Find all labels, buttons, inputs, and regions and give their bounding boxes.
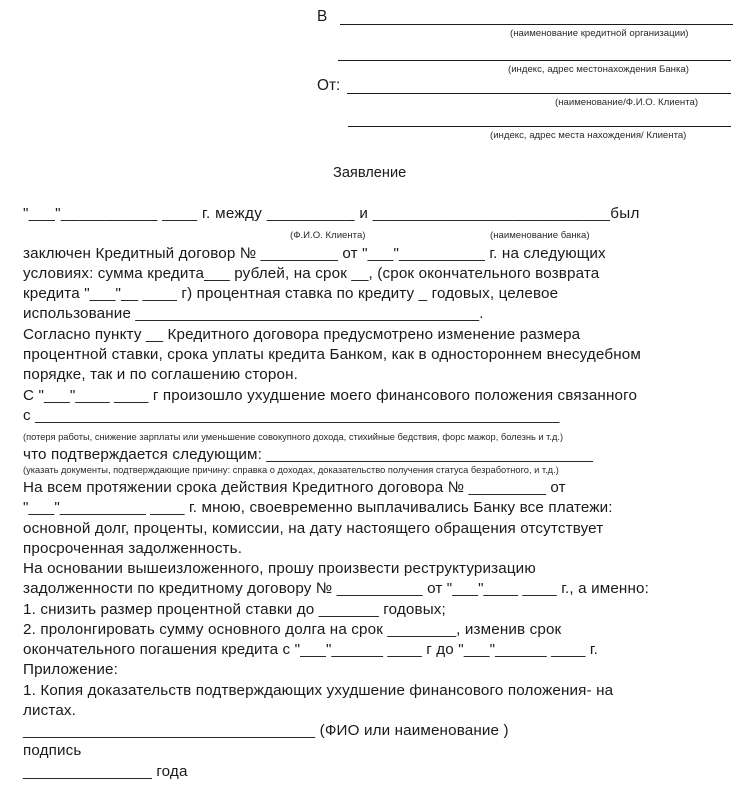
body-line-06: Согласно пункту __ Кредитного договора предусмотрено изменение размера bbox=[23, 326, 581, 343]
body-line-01: "___"___________ ____ г. между __________ и ___________________________был bbox=[23, 205, 640, 222]
signature-line: __________________________________ (ФИО или наименование ) bbox=[23, 722, 509, 739]
body-line-14: основной долг, проценты, комиссии, на дату настоящего обращения отсутствует bbox=[23, 520, 604, 537]
body-line-17: задолженности по кредитному договору № __________ от "___"____ ____ г., а именно: bbox=[23, 580, 649, 597]
document-title: Заявление bbox=[333, 165, 407, 181]
body-line-13: "___"__________ ____ г. мною, своевременно выплачивались Банку все платежи: bbox=[23, 499, 613, 516]
body-line-12: На всем протяжении срока действия Кредитного договора № _________ от bbox=[23, 479, 566, 496]
to-prefix: В bbox=[317, 8, 328, 25]
date-line: _______________ года bbox=[23, 763, 188, 780]
body-line-23: листах. bbox=[23, 702, 77, 719]
bank-address-line bbox=[338, 60, 731, 61]
caption-bank-name: (наименование банка) bbox=[490, 230, 590, 241]
body-line-04: кредита "___"__ ____ г) процентная ставка по кредиту _ годовых, целевое bbox=[23, 285, 559, 302]
body-line-18: 1. снизить размер процентной ставки до _______ годовых; bbox=[23, 601, 446, 618]
body-line-02: заключен Кредитный договор № _________ от "___"__________ г. на следующих bbox=[23, 245, 606, 262]
bank-name-line bbox=[340, 24, 733, 25]
body-line-11: что подтверждается следующим: ______________________________________ bbox=[23, 446, 593, 463]
client-address-line bbox=[348, 126, 731, 127]
body-line-15: просроченная задолженность. bbox=[23, 540, 243, 557]
client-name-line bbox=[347, 93, 731, 94]
body-line-08: порядке, так и по соглашению сторон. bbox=[23, 366, 298, 383]
body-line-16: На основании вышеизложенного, прошу произвести реструктуризацию bbox=[23, 560, 536, 577]
caption-reason: (потеря работы, снижение зарплаты или уменьшение совокупного дохода, стихийные бедствия, форс мажор, болезнь и т.д.) bbox=[23, 432, 564, 442]
bank-name-caption: (наименование кредитной организации) bbox=[510, 28, 689, 39]
body-line-09: С "___"____ ____ г произошло ухудшение моего финансового положения связанного bbox=[23, 387, 638, 404]
caption-documents: (указать документы, подтверждающие причину: справка о доходах, доказательство получения статуса безработного, и т.д.) bbox=[23, 465, 559, 475]
client-address-caption: (индекс, адрес места нахождения/ Клиента) bbox=[490, 130, 687, 141]
body-line-20: окончательного погашения кредита с "___"______ ____ г до "___"______ ____ г. bbox=[23, 641, 599, 658]
caption-client-fio: (Ф.И.О. Клиента) bbox=[290, 230, 366, 241]
body-line-21: Приложение: bbox=[23, 661, 118, 678]
body-line-19: 2. пролонгировать сумму основного долга на срок ________, изменив срок bbox=[23, 621, 562, 638]
body-line-07: процентной ставки, срока уплаты кредита Банком, как в одностороннем внесудебном bbox=[23, 346, 641, 363]
body-line-22: 1. Копия доказательств подтверждающих ухудшение финансового положения- на bbox=[23, 682, 614, 699]
signature-label: подпись bbox=[23, 742, 82, 759]
body-line-05: использование ________________________________________. bbox=[23, 305, 484, 322]
body-line-03: условиях: сумма кредита___ рублей, на срок __, (срок окончательного возврата bbox=[23, 265, 600, 282]
body-line-10: с _____________________________________________________________ bbox=[23, 407, 560, 424]
bank-address-caption: (индекс, адрес местонахождения Банка) bbox=[508, 64, 689, 75]
from-prefix: От: bbox=[317, 77, 341, 94]
client-name-caption: (наименование/Ф.И.О. Клиента) bbox=[555, 97, 699, 108]
